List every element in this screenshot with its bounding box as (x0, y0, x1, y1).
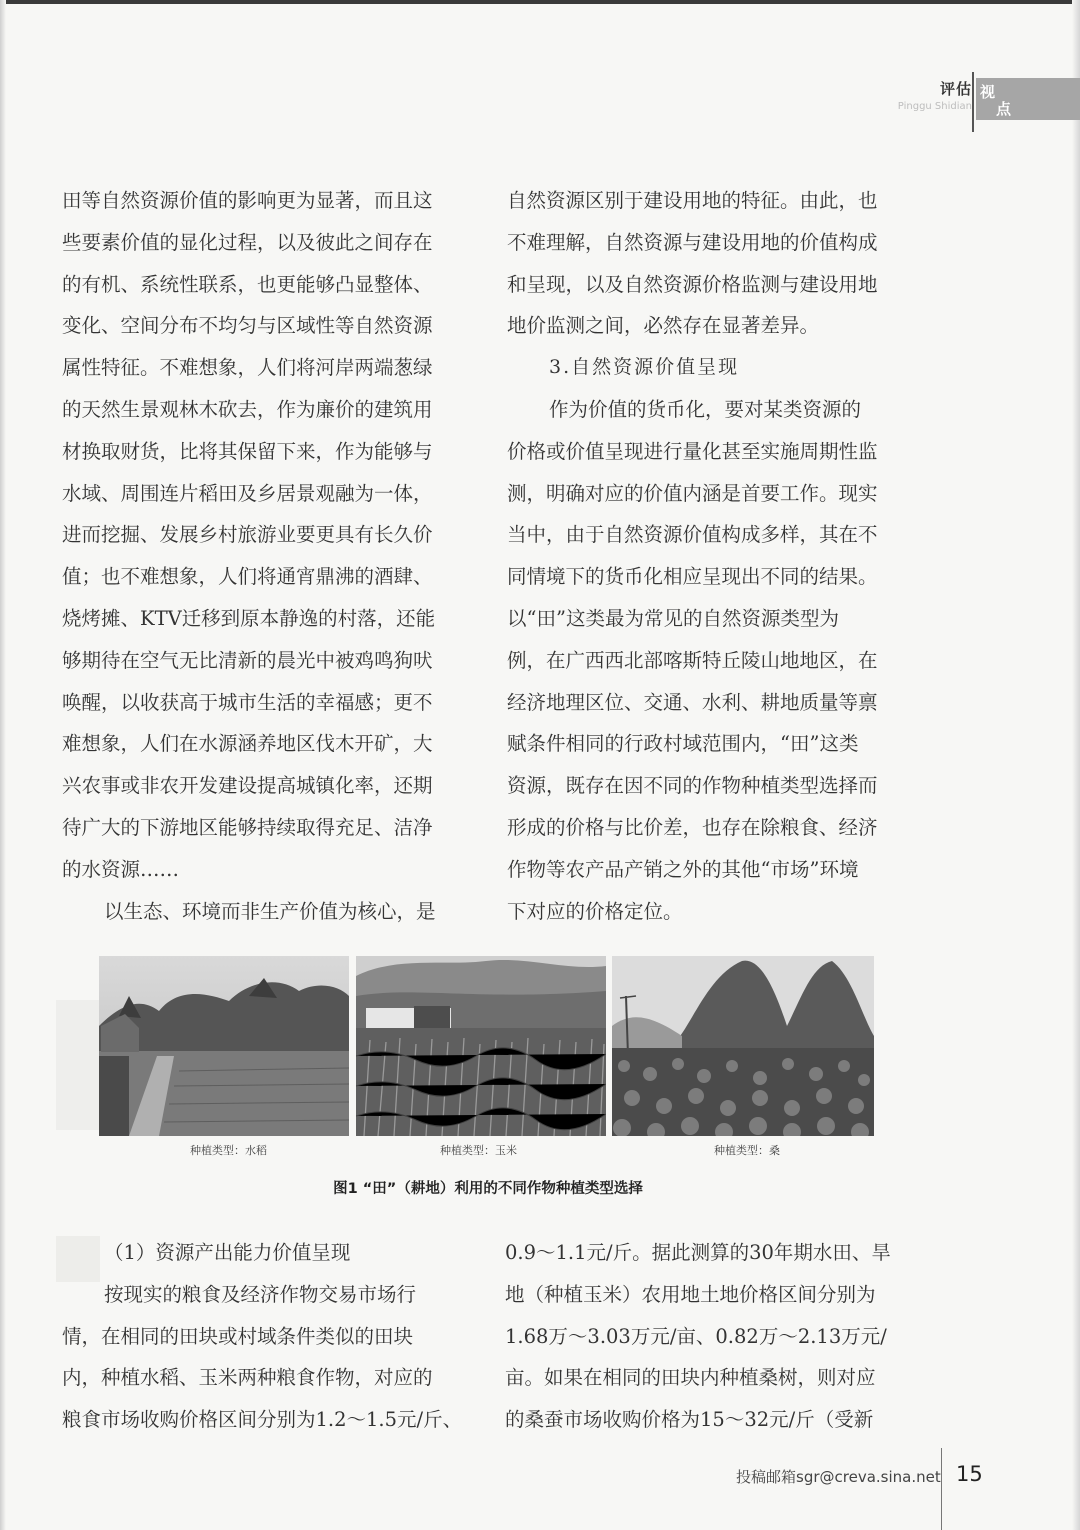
text-line: 下对应的价格定位。 (507, 899, 683, 923)
section-badge-char-2: 点 (996, 100, 1012, 118)
left-text-column (62, 180, 472, 932)
text-line: 以生态、环境而非生产价值为核心，是 (104, 899, 436, 923)
photo-label-mulberry: 种植类型：桑 (714, 1144, 780, 1157)
section-badge (976, 78, 1080, 120)
text-line: 形成的价格与比价差，也存在除粮食、经济 (507, 815, 878, 839)
text-line: 待广大的下游地区能够持续取得充足、洁净 (62, 815, 433, 839)
section-pinyin: Pinggu Shidian (897, 101, 972, 112)
text-line: 烧烤摊、KTV迁移到原本静逸的村落，还能 (62, 606, 436, 630)
text-line: 情，在相同的田块或村域条件类似的田块 (62, 1324, 414, 1348)
text-line: 难想象，人们在水源涵养地区伐木开矿，大 (62, 732, 433, 756)
text-line: 属性特征。不难想象，人们将河岸两端葱绿 (62, 356, 433, 380)
text-line: 唤醒，以收获高于城市生活的幸福感；更不 (62, 690, 433, 714)
section-badge-char-1: 视 (980, 83, 996, 101)
bottom-left-text-column (62, 1232, 472, 1441)
text-line: 值；也不难想象，人们将通宵鼎沸的酒肆、 (62, 565, 433, 589)
text-line: 经济地理区位、交通、水利、耕地质量等禀 (507, 690, 878, 714)
text-line: 的水资源…… (62, 857, 180, 881)
photo-label-corn: 种植类型：玉米 (440, 1144, 517, 1157)
text-line: 和呈现，以及自然资源价格监测与建设用地 (507, 272, 878, 296)
text-line: 测，明确对应的价值内涵是首要工作。现实 (507, 481, 878, 505)
page-number: 15 (956, 1462, 983, 1486)
text-line: 够期待在空气无比清新的晨光中被鸡鸣狗吠 (62, 648, 433, 672)
text-line: 兴农事或非农开发建设提高城镇化率，还期 (62, 774, 433, 798)
bottom-right-text-column (505, 1232, 915, 1441)
page-shadow-left (0, 0, 6, 1530)
text-line: 田等自然资源价值的影响更为显著，而且这 (62, 189, 433, 212)
text-line: 些要素价值的显化过程，以及彼此之间存在 (62, 230, 433, 254)
text-line: 粮食市场收购价格区间分别为1.2～1.5元/斤、 (62, 1408, 463, 1432)
footer-divider (941, 1448, 942, 1530)
text-line: 的桑蚕市场收购价格为15～32元/斤（受新 (505, 1408, 874, 1432)
text-line: 作为价值的货币化，要对某类资源的 (549, 397, 862, 421)
subsection-heading: （1）资源产出能力价值呈现 (104, 1241, 351, 1264)
text-line: 亩。如果在相同的田块内种植桑树，则对应 (505, 1366, 876, 1390)
text-line: 以“田”这类最为常见的自然资源类型为 (507, 606, 839, 630)
photo-label-rice: 种植类型：水稻 (190, 1144, 267, 1157)
text-line: 进而挖掘、发展乡村旅游业要更具有长久价 (62, 523, 433, 547)
text-line: 价格或价值呈现进行量化甚至实施周期性监 (507, 439, 878, 463)
section-header (880, 80, 972, 114)
text-line: 资源，既存在因不同的作物种植类型选择而 (507, 774, 878, 798)
text-line: 同情境下的货币化相应呈现出不同的结果。 (507, 565, 878, 589)
top-border (0, 0, 1080, 4)
text-line: 0.9～1.1元/斤。据此测算的30年期水田、旱 (505, 1241, 891, 1264)
show-through-shade (56, 1000, 100, 1130)
text-line: 例，在广西西北部喀斯特丘陵山地地区，在 (507, 648, 878, 672)
header-divider (972, 72, 974, 132)
text-line: 作物等农产品产销之外的其他“市场”环境 (507, 857, 859, 881)
text-line: 按现实的粮食及经济作物交易市场行 (104, 1282, 417, 1306)
text-line: 地价监测之间，必然存在显著差异。 (507, 314, 820, 338)
figure-caption: 图1 “田”（耕地）利用的不同作物种植类型选择 (333, 1181, 643, 1197)
photo-corn-field (356, 956, 606, 1136)
page-shadow-right (1072, 0, 1080, 1530)
photo-mulberry-field (612, 956, 874, 1136)
section-title: 评估 (939, 80, 972, 98)
right-text-column (507, 180, 917, 932)
text-line: 水域、周围连片稻田及乡居景观融为一体， (62, 481, 433, 505)
text-line: 内，种植水稻、玉米两种粮食作物，对应的 (62, 1366, 433, 1390)
text-line: 变化、空间分布不均匀与区域性等自然资源 (62, 314, 433, 338)
text-line: 地（种植玉米）农用地土地价格区间分别为 (505, 1282, 876, 1306)
text-line: 不难理解，自然资源与建设用地的价值构成 (507, 230, 878, 254)
text-line: 当中，由于自然资源价值构成多样，其在不 (507, 523, 878, 547)
text-line: 赋条件相同的行政村域范围内，“田”这类 (507, 732, 859, 756)
photo-rice-field (99, 956, 349, 1136)
section-heading: 3.自然资源价值呈现 (549, 356, 740, 379)
text-line: 的天然生景观林木砍去，作为廉价的建筑用 (62, 397, 433, 421)
text-line: 的有机、系统性联系，也更能够凸显整体、 (62, 272, 433, 296)
text-line: 1.68万～3.03万元/亩、0.82万～2.13万元/ (505, 1324, 887, 1348)
submission-email: 投稿邮箱sgr@creva.sina.net (736, 1468, 941, 1486)
text-line: 材换取财货，比将其保留下来，作为能够与 (62, 439, 433, 463)
text-line: 自然资源区别于建设用地的特征。由此，也 (507, 189, 878, 212)
